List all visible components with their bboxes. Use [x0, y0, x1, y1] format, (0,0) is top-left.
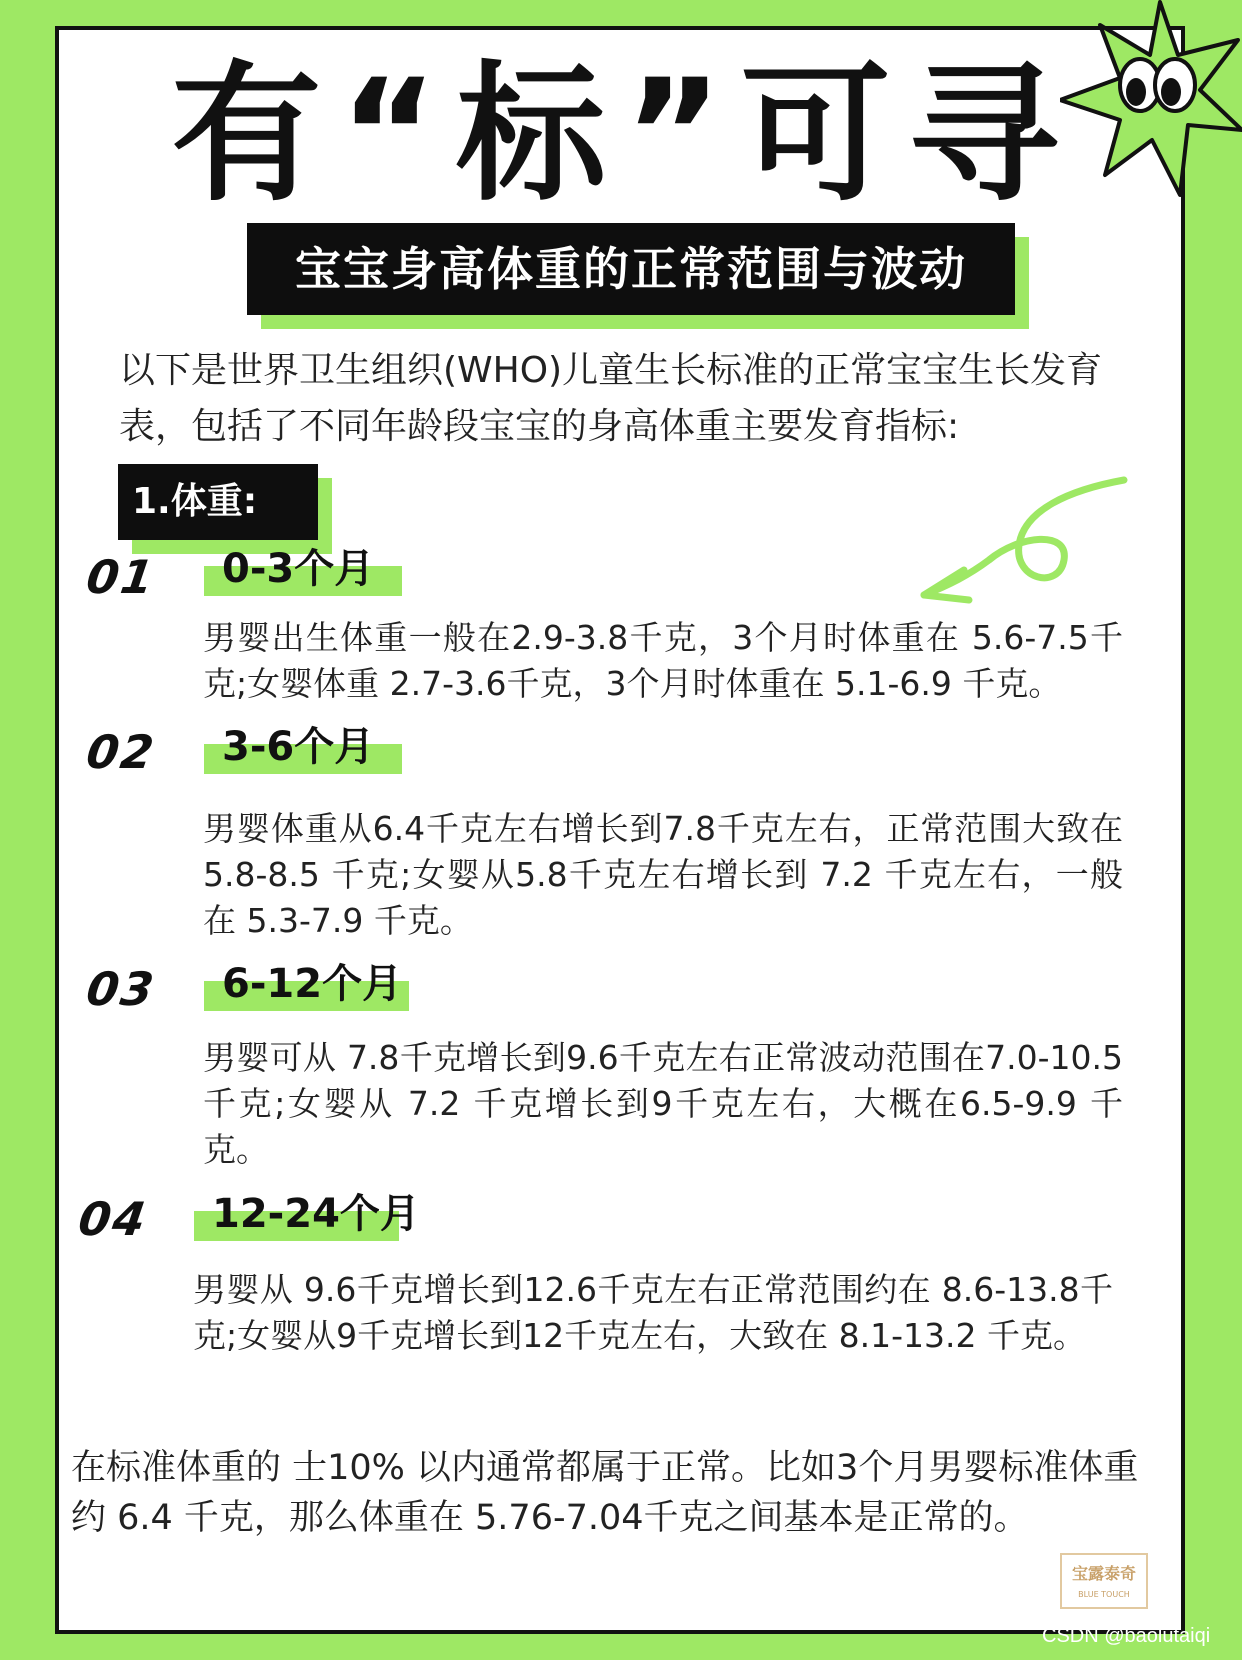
age-label-block [204, 720, 374, 774]
item-number: 04 [75, 1192, 151, 1246]
age-label: 12-24个月 [212, 1191, 420, 1237]
item-text: 男婴体重从6.4千克左右增长到7.8千克左右，正常范围大致在5.8-8.5 千克;女婴从5.8千克左右增长到 7.2 千克左右，一般在 5.3-7.9 千克。 [203, 809, 1123, 940]
age-label: 3-6个月 [222, 724, 375, 770]
subtitle: 宝宝身高体重的正常范围与波动 [247, 223, 1015, 315]
age-label-block [194, 1187, 420, 1241]
section-heading-block [118, 464, 318, 540]
age-label-block [204, 542, 374, 596]
page-title: 有“标”可寻 [171, 48, 1077, 222]
age-label: 6-12个月 [222, 961, 403, 1007]
footer-note: 在标准体重的 士10% 以内通常都属于正常。比如3个月男婴标准体重约 6.4 千克，那么体重在 5.76-7.04千克之间基本是正常的。 [71, 1448, 1139, 1538]
brand-watermark-cn: 宝露泰奇 [1071, 1564, 1136, 1583]
item-text: 男婴出生体重一般在2.9-3.8千克，3个月时体重在 5.6-7.5千克;女婴体重 2.7-3.6千克，3个月时体重在 5.1-6.9 千克。 [203, 618, 1123, 703]
section-heading: 1.体重: [118, 464, 318, 540]
item-number: 02 [83, 725, 159, 779]
item-text: 男婴从 9.6千克增长到12.6千克左右正常范围约在 8.6-13.8千克;女婴从9千克增长到12千克左右，大致在 8.1-13.2 千克。 [193, 1270, 1113, 1355]
csdn-watermark: CSDN @baolutaiqi [1042, 1625, 1211, 1647]
subtitle-block [247, 223, 1015, 315]
brand-watermark-en: BLUE TOUCH [1078, 1590, 1130, 1599]
star-eyes-icon [1060, 0, 1242, 200]
age-label: 0-3个月 [222, 546, 375, 592]
item-text: 男婴可从 7.8千克增长到9.6千克左右正常波动范围在7.0-10.5 千克;女婴从 7.2 千克增长到9千克左右，大概在6.5-9.9 千克。 [203, 1038, 1123, 1169]
intro-paragraph: 以下是世界卫生组织(WHO)儿童生长标准的正常宝宝生长发育表，包括了不同年龄段宝宝的身高体重主要发育指标: [119, 350, 1103, 447]
item-number: 03 [83, 962, 159, 1016]
content-card [55, 26, 1185, 1634]
age-label-block [204, 957, 402, 1011]
curly-arrow-icon [909, 450, 1159, 620]
brand-watermark-logo [1060, 1553, 1148, 1609]
item-number: 01 [83, 550, 159, 604]
